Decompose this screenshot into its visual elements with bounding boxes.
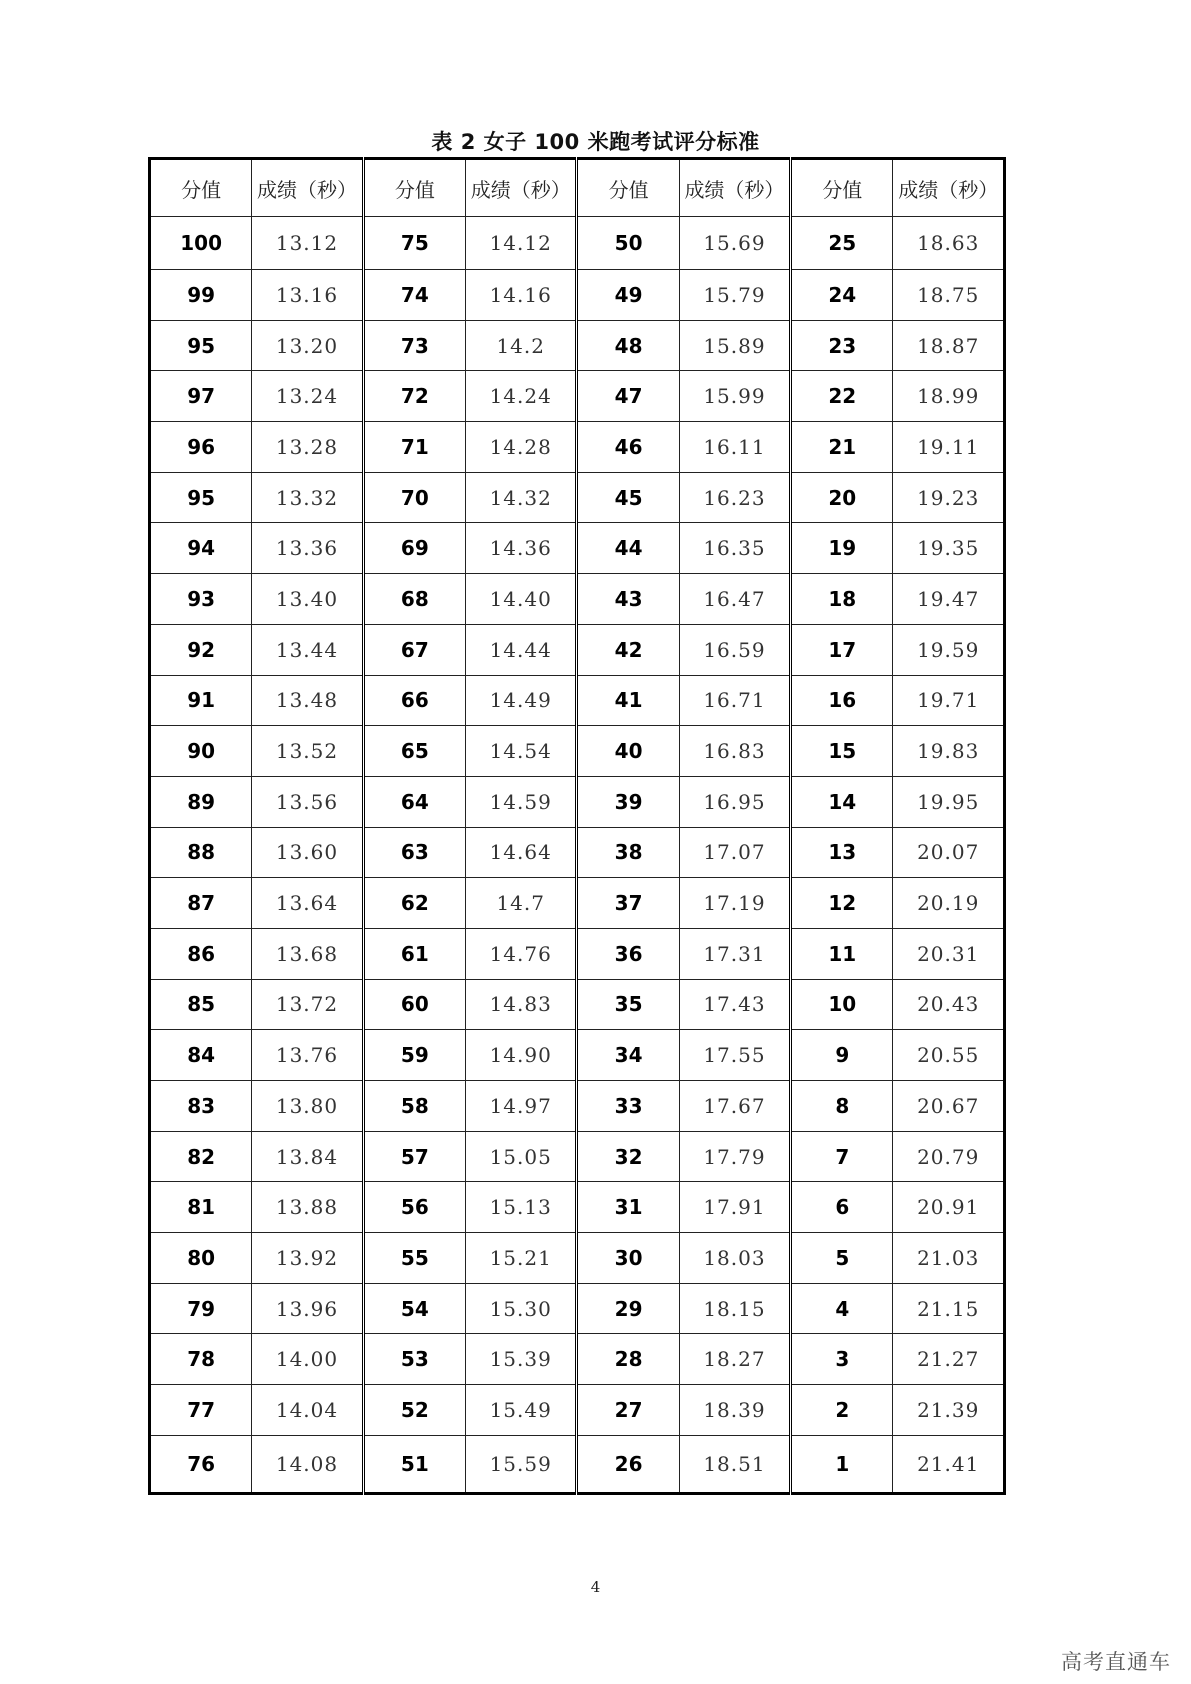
time-cell: 13.64 bbox=[252, 878, 364, 929]
time-cell: 13.40 bbox=[252, 574, 364, 625]
time-cell: 16.47 bbox=[679, 574, 791, 625]
score-cell: 46 bbox=[577, 422, 679, 473]
time-cell: 18.03 bbox=[679, 1233, 791, 1284]
score-cell: 18 bbox=[791, 574, 893, 625]
score-cell: 25 bbox=[791, 217, 893, 270]
time-cell: 13.16 bbox=[252, 270, 364, 321]
score-cell: 79 bbox=[150, 1283, 252, 1334]
score-cell: 97 bbox=[150, 371, 252, 422]
score-cell: 12 bbox=[791, 878, 893, 929]
time-cell: 19.35 bbox=[893, 523, 1005, 574]
time-cell: 19.47 bbox=[893, 574, 1005, 625]
time-cell: 13.76 bbox=[252, 1030, 364, 1081]
table-row bbox=[150, 928, 1005, 979]
time-cell: 13.80 bbox=[252, 1081, 364, 1132]
time-cell: 18.51 bbox=[679, 1435, 791, 1493]
time-cell: 20.31 bbox=[893, 928, 1005, 979]
score-cell: 41 bbox=[577, 675, 679, 726]
time-cell: 13.72 bbox=[252, 979, 364, 1030]
table-row bbox=[150, 523, 1005, 574]
score-cell: 61 bbox=[363, 928, 465, 979]
time-cell: 18.75 bbox=[893, 270, 1005, 321]
time-cell: 15.59 bbox=[465, 1435, 577, 1493]
time-cell: 15.99 bbox=[679, 371, 791, 422]
time-cell: 20.07 bbox=[893, 827, 1005, 878]
score-cell: 19 bbox=[791, 523, 893, 574]
time-cell: 14.36 bbox=[465, 523, 577, 574]
time-cell: 13.36 bbox=[252, 523, 364, 574]
time-cell: 13.28 bbox=[252, 422, 364, 473]
score-cell: 54 bbox=[363, 1283, 465, 1334]
time-cell: 14.59 bbox=[465, 776, 577, 827]
table-row bbox=[150, 320, 1005, 371]
time-cell: 15.30 bbox=[465, 1283, 577, 1334]
time-cell: 14.83 bbox=[465, 979, 577, 1030]
score-cell: 88 bbox=[150, 827, 252, 878]
score-cell: 68 bbox=[363, 574, 465, 625]
score-cell: 100 bbox=[150, 217, 252, 270]
score-cell: 76 bbox=[150, 1435, 252, 1493]
time-cell: 16.59 bbox=[679, 624, 791, 675]
header-score: 分值 bbox=[363, 159, 465, 217]
time-cell: 18.99 bbox=[893, 371, 1005, 422]
time-cell: 21.03 bbox=[893, 1233, 1005, 1284]
score-cell: 32 bbox=[577, 1131, 679, 1182]
table-header-row bbox=[150, 159, 1005, 217]
time-cell: 18.15 bbox=[679, 1283, 791, 1334]
score-cell: 96 bbox=[150, 422, 252, 473]
time-cell: 17.19 bbox=[679, 878, 791, 929]
time-cell: 20.91 bbox=[893, 1182, 1005, 1233]
score-cell: 49 bbox=[577, 270, 679, 321]
time-cell: 13.60 bbox=[252, 827, 364, 878]
score-cell: 6 bbox=[791, 1182, 893, 1233]
score-cell: 59 bbox=[363, 1030, 465, 1081]
time-cell: 13.32 bbox=[252, 472, 364, 523]
score-cell: 85 bbox=[150, 979, 252, 1030]
score-cell: 7 bbox=[791, 1131, 893, 1182]
score-cell: 16 bbox=[791, 675, 893, 726]
score-cell: 64 bbox=[363, 776, 465, 827]
score-cell: 62 bbox=[363, 878, 465, 929]
time-cell: 19.11 bbox=[893, 422, 1005, 473]
header-score: 分值 bbox=[577, 159, 679, 217]
time-cell: 15.21 bbox=[465, 1233, 577, 1284]
time-cell: 15.79 bbox=[679, 270, 791, 321]
score-cell: 75 bbox=[363, 217, 465, 270]
score-cell: 38 bbox=[577, 827, 679, 878]
score-cell: 28 bbox=[577, 1334, 679, 1385]
table-row bbox=[150, 878, 1005, 929]
time-cell: 20.19 bbox=[893, 878, 1005, 929]
score-cell: 50 bbox=[577, 217, 679, 270]
score-cell: 24 bbox=[791, 270, 893, 321]
score-cell: 72 bbox=[363, 371, 465, 422]
time-cell: 14.40 bbox=[465, 574, 577, 625]
time-cell: 16.71 bbox=[679, 675, 791, 726]
score-cell: 95 bbox=[150, 320, 252, 371]
header-score: 分值 bbox=[150, 159, 252, 217]
time-cell: 16.95 bbox=[679, 776, 791, 827]
header-time: 成绩（秒） bbox=[893, 159, 1005, 217]
score-cell: 99 bbox=[150, 270, 252, 321]
score-cell: 27 bbox=[577, 1385, 679, 1436]
time-cell: 17.31 bbox=[679, 928, 791, 979]
time-cell: 19.71 bbox=[893, 675, 1005, 726]
table-row bbox=[150, 979, 1005, 1030]
time-cell: 13.24 bbox=[252, 371, 364, 422]
score-cell: 52 bbox=[363, 1385, 465, 1436]
time-cell: 14.54 bbox=[465, 726, 577, 777]
time-cell: 16.35 bbox=[679, 523, 791, 574]
time-cell: 17.07 bbox=[679, 827, 791, 878]
score-cell: 78 bbox=[150, 1334, 252, 1385]
watermark-text: 高考直通车 bbox=[1061, 1650, 1171, 1674]
score-cell: 5 bbox=[791, 1233, 893, 1284]
score-cell: 48 bbox=[577, 320, 679, 371]
table-row bbox=[150, 624, 1005, 675]
table-row bbox=[150, 827, 1005, 878]
time-cell: 13.84 bbox=[252, 1131, 364, 1182]
header-time: 成绩（秒） bbox=[465, 159, 577, 217]
score-cell: 22 bbox=[791, 371, 893, 422]
time-cell: 13.56 bbox=[252, 776, 364, 827]
score-cell: 83 bbox=[150, 1081, 252, 1132]
time-cell: 14.64 bbox=[465, 827, 577, 878]
table-row bbox=[150, 675, 1005, 726]
time-cell: 17.55 bbox=[679, 1030, 791, 1081]
score-cell: 10 bbox=[791, 979, 893, 1030]
score-cell: 55 bbox=[363, 1233, 465, 1284]
time-cell: 18.39 bbox=[679, 1385, 791, 1436]
table-title: 表 2 女子 100 米跑考试评分标准 bbox=[431, 130, 760, 154]
score-cell: 81 bbox=[150, 1182, 252, 1233]
time-cell: 14.49 bbox=[465, 675, 577, 726]
score-cell: 34 bbox=[577, 1030, 679, 1081]
score-cell: 77 bbox=[150, 1385, 252, 1436]
score-cell: 9 bbox=[791, 1030, 893, 1081]
time-cell: 14.44 bbox=[465, 624, 577, 675]
score-cell: 2 bbox=[791, 1385, 893, 1436]
table-row bbox=[150, 726, 1005, 777]
time-cell: 15.39 bbox=[465, 1334, 577, 1385]
table-row bbox=[150, 776, 1005, 827]
table-row bbox=[150, 1030, 1005, 1081]
table-row bbox=[150, 1233, 1005, 1284]
time-cell: 20.79 bbox=[893, 1131, 1005, 1182]
time-cell: 13.68 bbox=[252, 928, 364, 979]
table-row bbox=[150, 574, 1005, 625]
score-cell: 71 bbox=[363, 422, 465, 473]
table-row bbox=[150, 371, 1005, 422]
time-cell: 13.92 bbox=[252, 1233, 364, 1284]
score-cell: 86 bbox=[150, 928, 252, 979]
time-cell: 19.59 bbox=[893, 624, 1005, 675]
time-cell: 19.95 bbox=[893, 776, 1005, 827]
time-cell: 14.2 bbox=[465, 320, 577, 371]
score-cell: 29 bbox=[577, 1283, 679, 1334]
time-cell: 18.63 bbox=[893, 217, 1005, 270]
time-cell: 13.88 bbox=[252, 1182, 364, 1233]
time-cell: 21.15 bbox=[893, 1283, 1005, 1334]
time-cell: 15.49 bbox=[465, 1385, 577, 1436]
time-cell: 14.16 bbox=[465, 270, 577, 321]
table-row bbox=[150, 1081, 1005, 1132]
time-cell: 14.76 bbox=[465, 928, 577, 979]
time-cell: 21.27 bbox=[893, 1334, 1005, 1385]
page-number: 4 bbox=[590, 1578, 601, 1596]
time-cell: 14.90 bbox=[465, 1030, 577, 1081]
time-cell: 18.27 bbox=[679, 1334, 791, 1385]
table-row bbox=[150, 472, 1005, 523]
score-cell: 21 bbox=[791, 422, 893, 473]
time-cell: 21.41 bbox=[893, 1435, 1005, 1493]
time-cell: 19.83 bbox=[893, 726, 1005, 777]
score-cell: 82 bbox=[150, 1131, 252, 1182]
time-cell: 16.11 bbox=[679, 422, 791, 473]
score-cell: 44 bbox=[577, 523, 679, 574]
score-cell: 73 bbox=[363, 320, 465, 371]
score-cell: 91 bbox=[150, 675, 252, 726]
time-cell: 14.97 bbox=[465, 1081, 577, 1132]
table-row bbox=[150, 1182, 1005, 1233]
score-cell: 74 bbox=[363, 270, 465, 321]
score-cell: 36 bbox=[577, 928, 679, 979]
score-cell: 60 bbox=[363, 979, 465, 1030]
time-cell: 21.39 bbox=[893, 1385, 1005, 1436]
time-cell: 18.87 bbox=[893, 320, 1005, 371]
time-cell: 13.44 bbox=[252, 624, 364, 675]
score-cell: 26 bbox=[577, 1435, 679, 1493]
time-cell: 13.48 bbox=[252, 675, 364, 726]
score-cell: 37 bbox=[577, 878, 679, 929]
score-cell: 20 bbox=[791, 472, 893, 523]
score-cell: 66 bbox=[363, 675, 465, 726]
score-cell: 65 bbox=[363, 726, 465, 777]
time-cell: 20.43 bbox=[893, 979, 1005, 1030]
score-cell: 58 bbox=[363, 1081, 465, 1132]
score-cell: 15 bbox=[791, 726, 893, 777]
score-cell: 63 bbox=[363, 827, 465, 878]
time-cell: 16.83 bbox=[679, 726, 791, 777]
score-cell: 42 bbox=[577, 624, 679, 675]
time-cell: 17.91 bbox=[679, 1182, 791, 1233]
score-cell: 69 bbox=[363, 523, 465, 574]
time-cell: 17.67 bbox=[679, 1081, 791, 1132]
score-cell: 90 bbox=[150, 726, 252, 777]
score-cell: 56 bbox=[363, 1182, 465, 1233]
time-cell: 15.89 bbox=[679, 320, 791, 371]
time-cell: 14.04 bbox=[252, 1385, 364, 1436]
score-cell: 94 bbox=[150, 523, 252, 574]
table-row bbox=[150, 422, 1005, 473]
score-cell: 57 bbox=[363, 1131, 465, 1182]
time-cell: 14.08 bbox=[252, 1435, 364, 1493]
time-cell: 14.28 bbox=[465, 422, 577, 473]
score-cell: 30 bbox=[577, 1233, 679, 1284]
table-row bbox=[150, 270, 1005, 321]
score-cell: 87 bbox=[150, 878, 252, 929]
score-cell: 53 bbox=[363, 1334, 465, 1385]
score-cell: 4 bbox=[791, 1283, 893, 1334]
header-time: 成绩（秒） bbox=[679, 159, 791, 217]
score-cell: 17 bbox=[791, 624, 893, 675]
time-cell: 15.13 bbox=[465, 1182, 577, 1233]
table-row bbox=[150, 1334, 1005, 1385]
time-cell: 13.52 bbox=[252, 726, 364, 777]
score-cell: 80 bbox=[150, 1233, 252, 1284]
score-cell: 8 bbox=[791, 1081, 893, 1132]
score-cell: 1 bbox=[791, 1435, 893, 1493]
score-cell: 23 bbox=[791, 320, 893, 371]
score-cell: 70 bbox=[363, 472, 465, 523]
time-cell: 17.79 bbox=[679, 1131, 791, 1182]
table-row bbox=[150, 1385, 1005, 1436]
time-cell: 14.00 bbox=[252, 1334, 364, 1385]
score-cell: 40 bbox=[577, 726, 679, 777]
time-cell: 19.23 bbox=[893, 472, 1005, 523]
table-row bbox=[150, 1435, 1005, 1493]
score-cell: 89 bbox=[150, 776, 252, 827]
score-cell: 39 bbox=[577, 776, 679, 827]
score-cell: 3 bbox=[791, 1334, 893, 1385]
time-cell: 14.7 bbox=[465, 878, 577, 929]
score-cell: 84 bbox=[150, 1030, 252, 1081]
time-cell: 15.05 bbox=[465, 1131, 577, 1182]
time-cell: 13.20 bbox=[252, 320, 364, 371]
score-cell: 67 bbox=[363, 624, 465, 675]
time-cell: 16.23 bbox=[679, 472, 791, 523]
score-cell: 92 bbox=[150, 624, 252, 675]
score-cell: 93 bbox=[150, 574, 252, 625]
score-cell: 13 bbox=[791, 827, 893, 878]
header-time: 成绩（秒） bbox=[252, 159, 364, 217]
time-cell: 14.32 bbox=[465, 472, 577, 523]
table-body bbox=[150, 217, 1005, 1494]
score-cell: 43 bbox=[577, 574, 679, 625]
time-cell: 20.67 bbox=[893, 1081, 1005, 1132]
table-row bbox=[150, 217, 1005, 270]
time-cell: 14.24 bbox=[465, 371, 577, 422]
score-cell: 95 bbox=[150, 472, 252, 523]
time-cell: 13.12 bbox=[252, 217, 364, 270]
score-cell: 35 bbox=[577, 979, 679, 1030]
score-cell: 45 bbox=[577, 472, 679, 523]
time-cell: 20.55 bbox=[893, 1030, 1005, 1081]
score-cell: 51 bbox=[363, 1435, 465, 1493]
table-row bbox=[150, 1131, 1005, 1182]
score-cell: 47 bbox=[577, 371, 679, 422]
score-cell: 33 bbox=[577, 1081, 679, 1132]
time-cell: 15.69 bbox=[679, 217, 791, 270]
score-cell: 14 bbox=[791, 776, 893, 827]
score-cell: 11 bbox=[791, 928, 893, 979]
table-row bbox=[150, 1283, 1005, 1334]
time-cell: 14.12 bbox=[465, 217, 577, 270]
time-cell: 13.96 bbox=[252, 1283, 364, 1334]
score-cell: 31 bbox=[577, 1182, 679, 1233]
time-cell: 17.43 bbox=[679, 979, 791, 1030]
header-score: 分值 bbox=[791, 159, 893, 217]
scoring-standard-table bbox=[148, 157, 1006, 1495]
